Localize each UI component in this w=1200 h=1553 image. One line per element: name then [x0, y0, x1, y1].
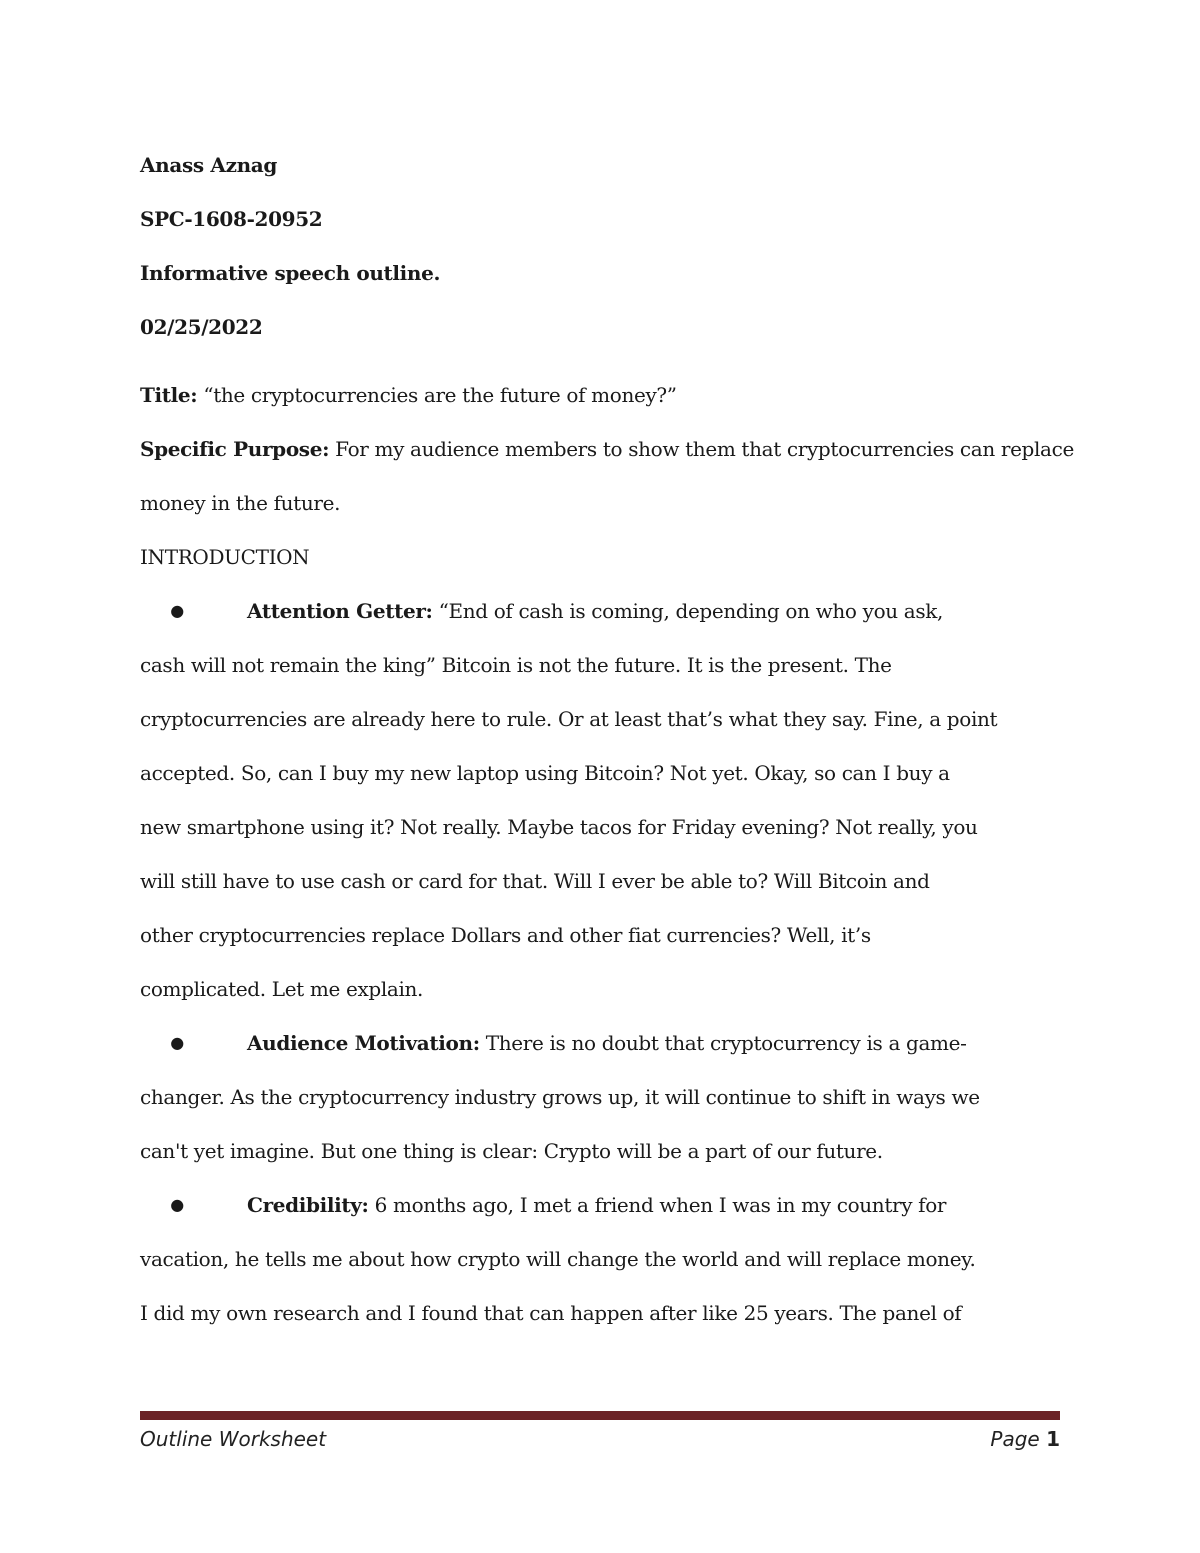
- bullet-attention-getter: [140, 584, 1057, 1016]
- bullet-line: accepted. So, can I buy my new laptop using Bitcoin? Not yet. Okay, so can I buy a: [140, 761, 950, 785]
- bullet-line: changer. As the cryptocurrency industry grows up, it will continue to shift in ways we: [140, 1085, 980, 1109]
- document-body: [140, 138, 1074, 1340]
- footer-document-label: Outline Worksheet: [140, 1427, 327, 1451]
- footer-page-label: Page: [990, 1427, 1040, 1451]
- specific-purpose-continued: money in the future.: [140, 491, 341, 515]
- bullet-icon: ●: [170, 1195, 184, 1214]
- bullet-credibility: [140, 1178, 1057, 1340]
- footer-page-number: 1: [1046, 1427, 1060, 1451]
- bullet-first-line: [170, 1178, 1057, 1232]
- bullet-label: Credibility:: [247, 1193, 369, 1217]
- bullet-line: cash will not remain the king” Bitcoin is not the future. It is the present. The: [140, 653, 892, 677]
- bullet-line: I did my own research and I found that can happen after like 25 years. The panel of: [140, 1301, 962, 1325]
- bullet-line: cryptocurrencies are already here to rule. Or at least that’s what they say. Fine, a point: [140, 707, 998, 731]
- bullet-first-line: [170, 1016, 1057, 1070]
- bullet-line: other cryptocurrencies replace Dollars and other fiat currencies? Well, it’s: [140, 923, 871, 947]
- bullet-first-line: [170, 584, 1057, 638]
- assignment-title: Informative speech outline.: [140, 261, 441, 285]
- bullet-text: 6 months ago, I met a friend when I was in my country for: [368, 1193, 947, 1217]
- bullet-line: vacation, he tells me about how crypto will change the world and will replace money.: [140, 1247, 976, 1271]
- document-date: 02/25/2022: [140, 315, 263, 339]
- bullet-icon: ●: [170, 1033, 184, 1052]
- page-footer: [140, 1427, 1060, 1457]
- specific-purpose: [140, 422, 1074, 476]
- speech-title: [140, 368, 1060, 422]
- bullet-text: There is no doubt that cryptocurrency is a game-: [479, 1031, 967, 1055]
- author-name: Anass Aznag: [140, 153, 278, 177]
- bullet-line: will still have to use cash or card for that. Will I ever be able to? Will Bitcoin and: [140, 869, 930, 893]
- bullet-line: complicated. Let me explain.: [140, 977, 424, 1001]
- speech-title-label: Title:: [140, 383, 198, 407]
- bullet-icon: ●: [170, 601, 184, 620]
- footer-page-indicator: [990, 1427, 1060, 1451]
- section-heading: INTRODUCTION: [140, 545, 310, 569]
- specific-purpose-label: Specific Purpose:: [140, 437, 330, 461]
- bullet-audience-motivation: [140, 1016, 1057, 1178]
- bullet-label: Audience Motivation:: [247, 1031, 480, 1055]
- bullet-line: can't yet imagine. But one thing is clear: Crypto will be a part of our future.: [140, 1139, 883, 1163]
- bullet-line: new smartphone using it? Not really. Maybe tacos for Friday evening? Not really, you: [140, 815, 978, 839]
- specific-purpose-text: For my audience members to show them that cryptocurrencies can replace: [329, 437, 1074, 461]
- course-code: SPC-1608-20952: [140, 207, 323, 231]
- bullet-label: Attention Getter:: [247, 599, 433, 623]
- footer-divider: [140, 1411, 1060, 1420]
- bullet-text: “End of cash is coming, depending on who you ask,: [432, 599, 944, 623]
- speech-title-text: “the cryptocurrencies are the future of money?”: [197, 383, 677, 407]
